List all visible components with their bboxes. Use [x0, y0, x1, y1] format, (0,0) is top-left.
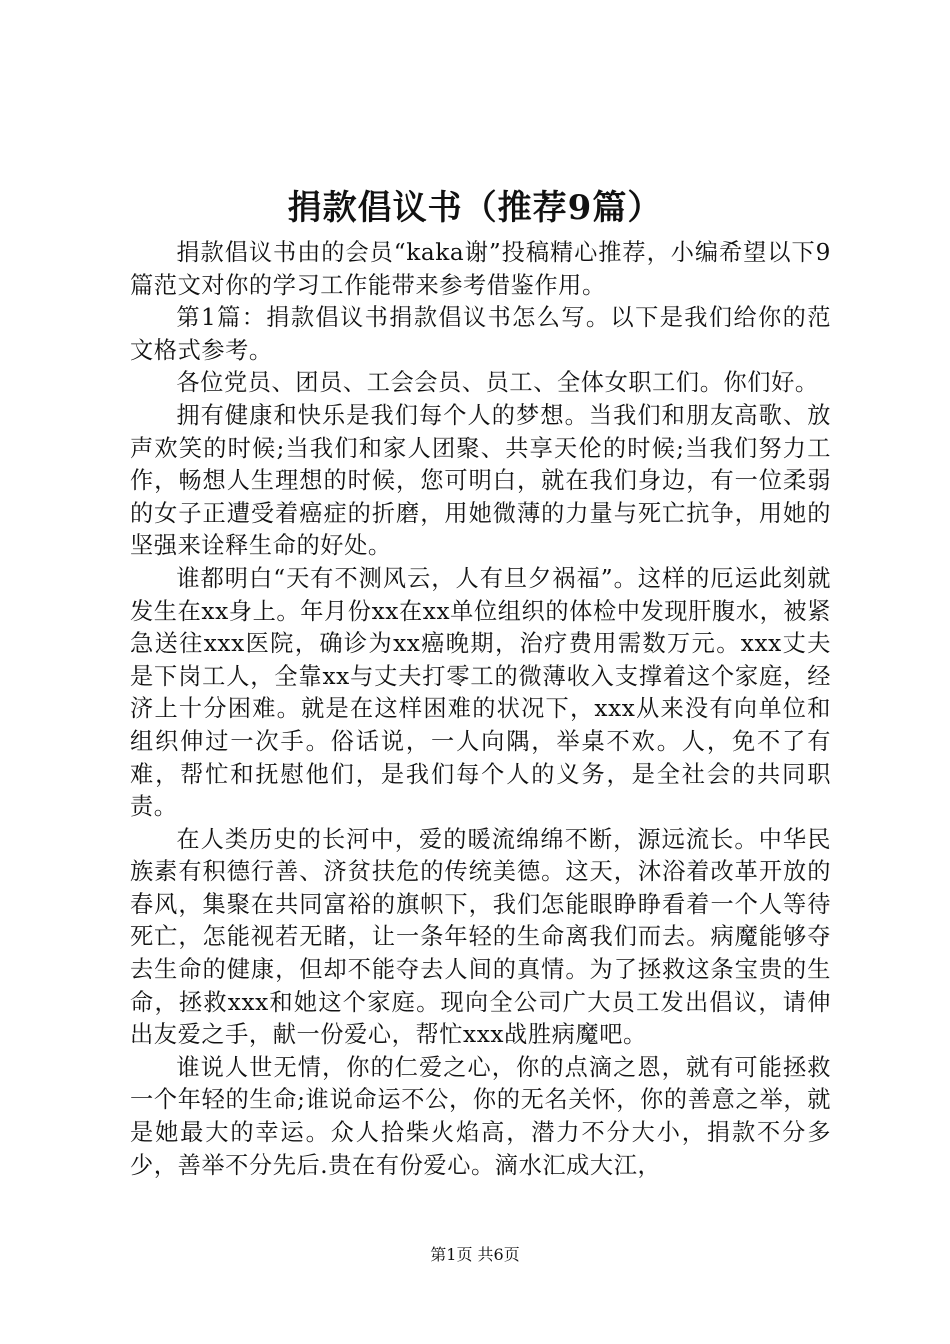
paragraph-article-heading: 第1篇：捐款倡议书捐款倡议书怎么写。以下是我们给你的范文格式参考。 — [130, 304, 831, 364]
paragraph-kindness: 谁说人世无情，你的仁爱之心，你的点滴之恩，就有可能拯救一个年轻的生命;谁说命运不公，你的无名关怀，你的善意之举，就是她最大的幸运。众人拾柴火焰高，潜力不分大小，捐款不分多少，善举不分先后.贵在有份爱心。滴水汇成大江， — [130, 1053, 831, 1179]
document-title: 捐款倡议书（推荐9篇） — [287, 188, 663, 228]
paragraph-dream: 拥有健康和快乐是我们每个人的梦想。当我们和朋友高歌、放声欢笑的时候;当我们和家人团聚、共享天伦的时候;当我们努力工作，畅想人生理想的时候，您可明白，就在我们身边，有一位柔弱的女子正遭受着癌症的折磨，用她微薄的力量与死亡抗争，用她的坚强来诠释生命的好处。 — [130, 401, 831, 560]
paragraph-intro: 捐款倡议书由的会员“kaka谢”投稿精心推荐，小编希望以下9篇范文对你的学习工作能带来参考借鉴作用。 — [130, 239, 831, 299]
page-footer: 第1页 共6页 — [430, 1245, 520, 1264]
paragraph-situation: 谁都明白“天有不测风云，人有旦夕祸福”。这样的厄运此刻就发生在xx身上。年月份xx在xx单位组织的体检中发现肝腹水，被紧急送往xxx医院，确诊为xx癌晚期，治疗费用需数万元。xxx丈夫是下岗工人，全靠xx与丈夫打零工的微薄收入支撑着这个家庭，经济上十分困难。就是在这样困难的状况下，xxx从来没有向单位和组织伸过一次手。俗话说，一人向隅，举桌不欢。人，免不了有难，帮忙和抚慰他们，是我们每个人的义务，是全社会的共同职责。 — [130, 564, 831, 821]
paragraph-appeal: 在人类历史的长河中，爱的暖流绵绵不断，源远流长。中华民族素有积德行善、济贫扶危的传统美德。这天，沐浴着改革开放的春风，集聚在共同富裕的旗帜下，我们怎能眼睁睁看着一个人等待死亡，怎能视若无睹，让一条年轻的生命离我们而去。病魔能够夺去生命的健康，但却不能夺去人间的真情。为了拯救这条宝贵的生命，拯救xxx和她这个家庭。现向全公司广大员工发出倡议，请伸出友爱之手，献一份爱心，帮忙xxx战胜病魔吧。 — [130, 825, 831, 1049]
paragraph-greeting: 各位党员、团员、工会会员、员工、全体女职工们。你们好。 — [176, 369, 819, 397]
document-body — [130, 237, 831, 1182]
